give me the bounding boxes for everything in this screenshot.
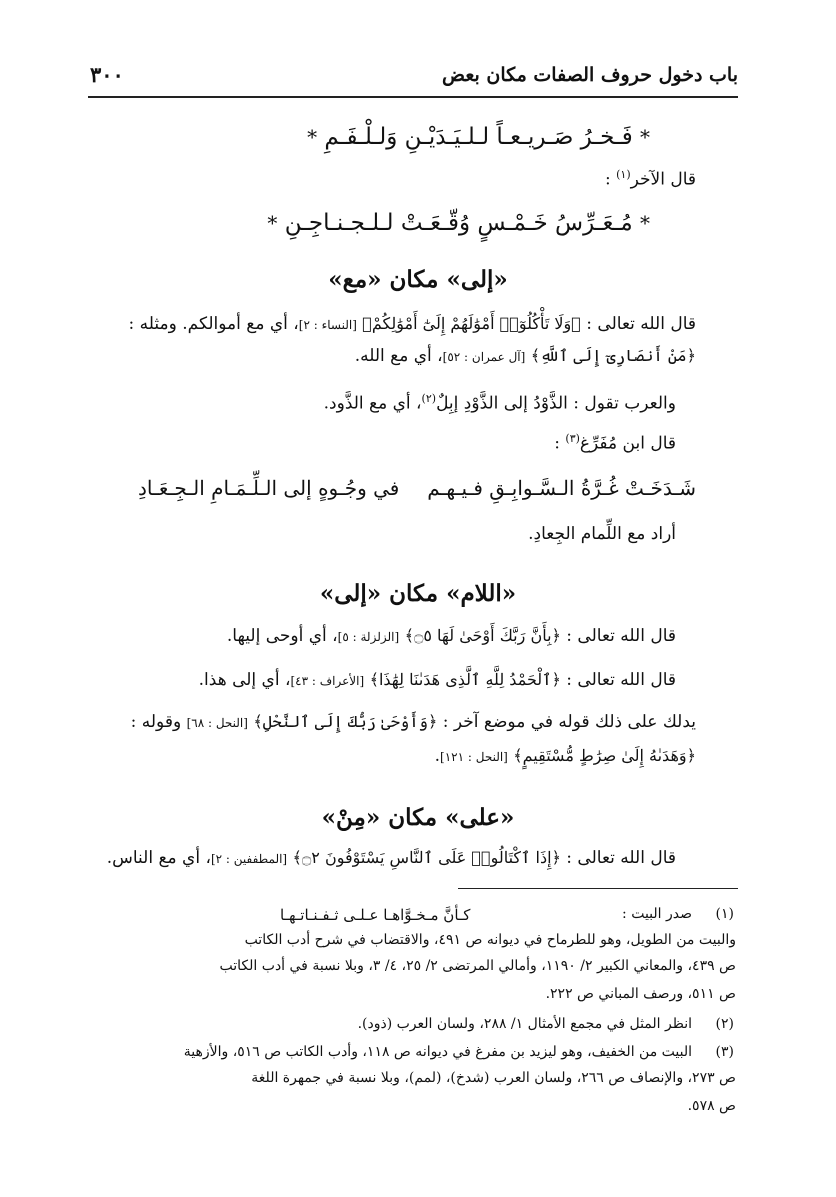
paragraph-line [199,670,676,690]
verse-reference: [الزلزلة : ٥] [337,630,400,644]
intro-text: قال الآخر [630,169,696,190]
text: . [434,746,441,766]
paragraph-line [324,392,676,414]
verse-reference: [آل عمران : ٥٢] [442,350,526,364]
quran-verse: ﴿وَهَدَىٰهُ إِلَىٰ صِرَٰطٍ مُّسْتَقِيمٍ﴾ [513,746,696,765]
text: يدلك على ذلك قوله في موضع آخر : [442,712,696,732]
running-title: باب دخول حروف الصفات مكان بعض [442,64,738,86]
page-header [88,60,738,98]
paragraph-line [554,432,676,454]
footnote-line: ص ٥٧٨. [687,1098,736,1114]
section-heading: «اللام» مكان «إلى» [319,580,517,607]
paragraph-line [131,712,696,732]
text: وقوله : [130,712,182,732]
footnote-number: (١) [715,906,734,922]
paragraph-line [129,314,696,334]
section-heading: «على» مكان «مِنْ» [321,804,515,831]
text: ، أي إلى هذا. [198,670,291,690]
footnote-verse: كـأنَّ مـخـوَّاهـا عـلـى ثـفـنـاتـهـا [280,906,471,924]
verse-reference: [النحل : ١٢١] [440,750,508,764]
verse-star: * [307,125,318,149]
verse-star: * [640,125,650,149]
quran-verse: ﴿وَلَا تَأْكُلُوٓا۟ أَمْوَٰلَهُمْ إِلَىٰٓ أَمْوَٰلِكُمْ﴾ [362,314,581,333]
text: قال ابن مُفَرِّغ [579,433,676,454]
paragraph-line [227,626,676,646]
footnote-ref: (١) [616,168,631,181]
paragraph-line [435,746,696,766]
footnote-number: (٢) [715,1016,734,1032]
text: والعرب تقول : الذَّوْدُ إلى الذَّوْدِ إبِلٌ [436,393,676,414]
footnote-line: ص ٤٣٩، والمعاني الكبير ٢/ ١١٩٠، وأمالي المرتضى ٢/ ٢٥، ٤/ ٣، وبلا نسبة في أدب الكاتب [219,958,736,974]
quran-verse: ﴿بِأَنَّ رَبَّكَ أَوْحَىٰ لَهَا ۝٥﴾ [404,626,561,645]
quran-verse: ﴿إِذَا ٱكْتَالُوا۟ عَلَى ٱلنَّاسِ يَسْتَوْفُونَ ۝٢﴾ [292,848,561,867]
text: ، أي مع الناس. [106,848,211,868]
poem-hemistich-left: في وجُـوهٍ إلى الـلِّـمَـامِ الـجِـعَـادِ [138,476,400,500]
poem-hemistich-right: شَـدَخَـتْ غُـرَّةُ الـسَّـوابِـقِ فـيـهـم [427,476,696,500]
footnote-number: (٣) [715,1044,734,1060]
quran-verse: ﴿مَنْ أَنصَارِىٓ إِلَى ٱللَّهِ﴾ [530,346,696,365]
text: ، أي مع أموالكم. ومثله : [128,314,299,334]
page-number: ٣٠٠ [90,62,124,87]
verse-text: مُـعَـرِّسُ خَـمْـسٍ وُقّـعَـتْ لـلـجـنـاجِـنِ [284,210,633,236]
footnote-line: والبيت من الطويل، وهو للطرماح في ديوانه ص ٤٩١، والاقتضاب في شرح أدب الكاتب [244,932,736,948]
paragraph-line: أراد مع اللِّمام الجِعادِ. [528,524,676,544]
text: ، أي مع الذَّود. [323,393,422,414]
footnote-ref: (٢) [421,392,437,405]
intro-line [605,168,696,190]
footnote-divider [458,888,738,889]
footnote-label: صدر البيت : [622,906,692,922]
verse-star: * [267,211,278,235]
verse-reference: [المطففين : ٢] [210,852,288,866]
verse-reference: [النساء : ٢] [298,318,357,332]
paragraph-line [355,346,696,366]
verse-text: فَـخـرُ صَـريـعـاً لـلـيَـدَيْـنِ وَلـلْـفَـمِ [324,124,633,150]
footnote-line: البيت من الخفيف، وهو ليزيد بن مفرغ في ديوانه ص ١١٨، وأدب الكاتب ص ٥١٦، والأزهية [183,1044,692,1060]
quran-verse: ﴿وَأَوْحَىٰ رَبُّكَ إِلَى ٱلنَّحْلِ﴾ [253,712,438,731]
footnote-line: ص ٢٧٣، والإنصاف ص ٢٦٦، ولسان العرب (شدخ)، (لمم)، وبلا نسبة في جمهرة اللغة [251,1070,736,1086]
footnote-ref: (٣) [565,432,580,445]
text: قال الله تعالى : [566,670,676,690]
verse-line-1 [307,124,650,150]
footnote-line: ص ٥١١، ورصف المباني ص ٢٢٢. [545,986,736,1002]
verse-star: * [640,211,650,235]
text: قال الله تعالى : [586,314,696,334]
verse-reference: [النحل : ٦٨] [186,716,248,730]
text: قال الله تعالى : [566,848,676,868]
section-heading: «إلى» مكان «مع» [328,266,508,293]
verse-reference: [الأعراف : ٤٣] [290,674,365,688]
text: ، أي مع الله. [354,346,443,366]
text: ، أي أوحى إليها. [226,626,338,646]
intro-colon: : [604,169,611,190]
text: قال الله تعالى : [566,626,676,646]
verse-line-2 [267,210,650,236]
footnote-line: انظر المثل في مجمع الأمثال ١/ ٢٨٨، ولسان العرب (ذود). [357,1016,692,1032]
quran-verse: ﴿ٱلْحَمْدُ لِلَّهِ ٱلَّذِى هَدَىٰنَا لِهَٰذَا﴾ [369,670,561,689]
paragraph-line [107,848,676,868]
text: : [554,433,560,454]
